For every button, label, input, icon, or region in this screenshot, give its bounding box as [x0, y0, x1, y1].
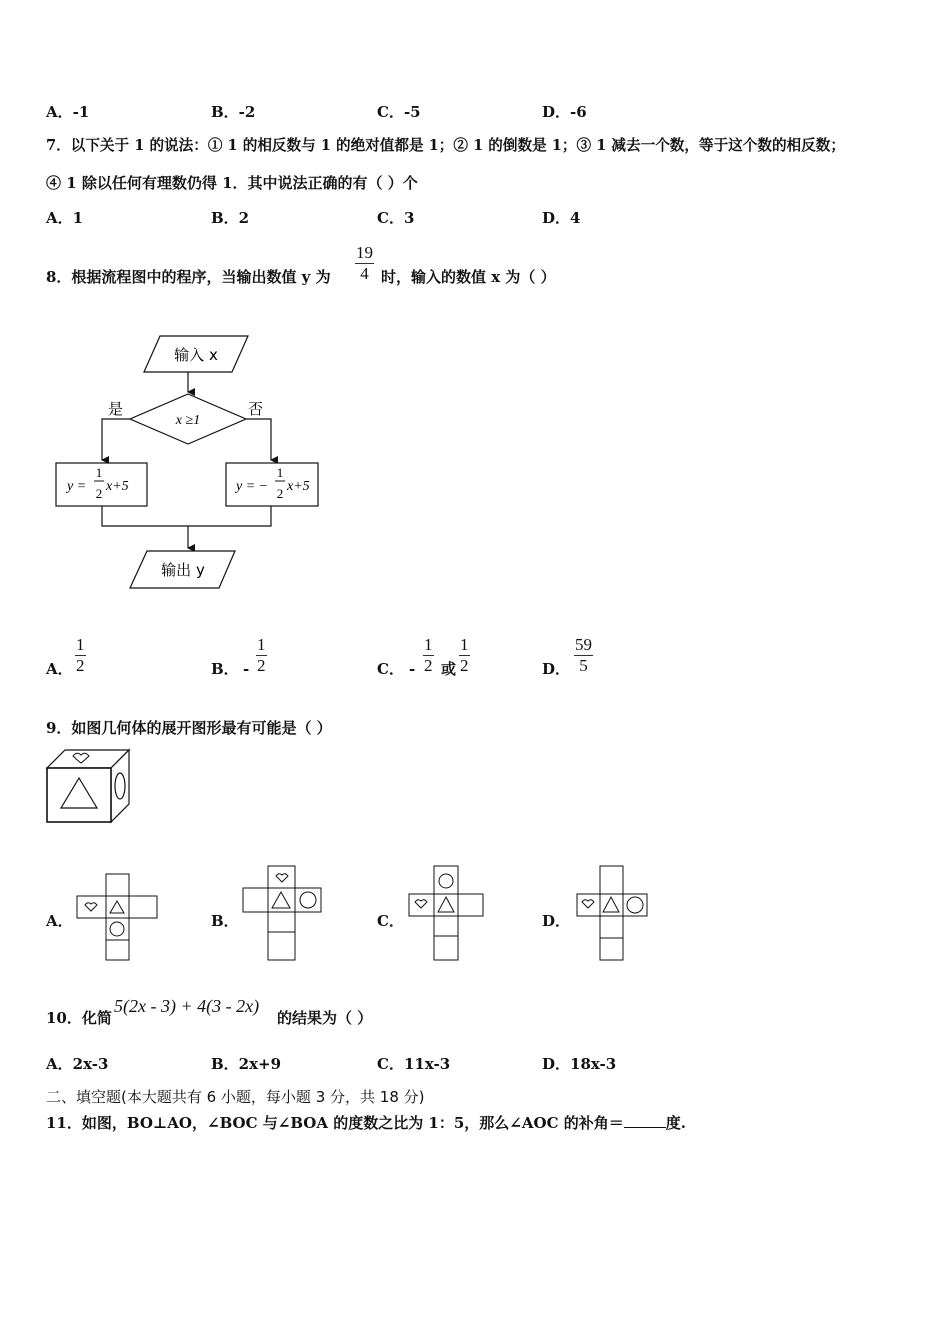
q10-expression: 5(2x - 3) + 4(3 - 2x) [114, 996, 260, 1016]
q10-option-b: B．2x+9 [211, 1055, 282, 1073]
q9-net-a [77, 874, 159, 962]
section-2-heading: 二、填空题(本大题共有 6 小题，每小题 3 分，共 18 分) [46, 1088, 425, 1106]
q6-option-c: C．-5 [377, 103, 421, 121]
q7-option-a: A．1 [46, 209, 84, 227]
q8-option-d-frac [574, 635, 593, 676]
q8-option-a-num: 1 [76, 635, 85, 654]
q8-option-a-label: A． [46, 660, 73, 678]
q11-after: 度. [665, 1114, 686, 1132]
q8-option-c-den1: 2 [424, 656, 433, 675]
q7-line1: 7．以下关于 1 的说法：① 1 的相反数与 1 的绝对值都是 1；② 1 的倒数是 1；③ 1 减去一个数，等于这个数的相反数； [46, 137, 845, 154]
q8-option-c-or: 或 [441, 660, 457, 678]
q8-option-c-den2: 2 [460, 656, 469, 675]
q7-option-c: C．3 [377, 209, 415, 227]
q7-option-b: B．2 [211, 209, 250, 227]
q7-line2: ④ 1 除以任何有理数仍得 1．其中说法正确的有（ ）个 [46, 174, 418, 192]
net-c-triangle-icon [438, 897, 454, 912]
net-c-circle-icon [439, 874, 453, 888]
q11-question: 11．如图，BO⊥AO，∠BOC 与∠BOA 的度数之比为 1：5，那么∠AOC 的补角＝ [46, 1114, 624, 1132]
q8-option-a-frac [75, 635, 86, 676]
flow-right-prefix: y = − [236, 479, 269, 494]
flowchart [50, 330, 370, 600]
q9-question-text: 9．如图几何体的展开图形最有可能是（ ） [46, 719, 332, 737]
q8-option-c-frac1 [423, 635, 434, 676]
flow-condition-label: x ≥1 [175, 413, 201, 428]
q8-fraction [355, 243, 374, 284]
q11-text [46, 1113, 686, 1132]
q9-option-c-label: C． [377, 912, 404, 930]
q8-question-text: 8．根据流程图中的程序，当输出数值 y 为 [46, 268, 331, 286]
flow-output-label: 输出 y [161, 561, 205, 579]
q6-option-d: D．-6 [542, 103, 587, 121]
q10-after: 的结果为（ ） [277, 1009, 373, 1027]
net-d-circle-icon [627, 897, 643, 913]
flow-left-den: 2 [95, 486, 103, 501]
q8-option-d-num: 59 [575, 635, 592, 654]
flow-left-suffix: x+5 [106, 479, 129, 494]
net-b-heart-icon [276, 874, 288, 882]
net-b-circle-icon [300, 892, 316, 908]
q8-fraction-den: 4 [360, 264, 369, 283]
q8-option-a-den: 2 [76, 656, 85, 675]
net-b-triangle-icon [272, 892, 290, 908]
q8-option-b-sign: - [243, 660, 250, 678]
q9-option-a-label: A． [46, 912, 73, 930]
q9-cube-figure [45, 748, 135, 828]
q8-option-b-den: 2 [257, 656, 266, 675]
q8-option-c-label: C． [377, 660, 404, 678]
flow-right-num: 1 [276, 465, 284, 480]
net-d-triangle-icon [603, 897, 619, 912]
q8-option-c-sign: - [409, 660, 416, 678]
net-d-heart-icon [582, 900, 594, 908]
q8-option-c-num2: 1 [460, 635, 469, 654]
flow-left-num: 1 [95, 465, 103, 480]
q9-net-c [409, 866, 491, 962]
q8-option-c-frac2 [459, 635, 470, 676]
net-c-heart-icon [415, 900, 427, 908]
q9-net-d [575, 866, 657, 962]
q9-net-b [243, 866, 325, 962]
flow-yes-label: 是 [108, 400, 124, 418]
q6-option-a: A．-1 [46, 103, 90, 121]
q8-option-b-frac [256, 635, 267, 676]
q8-option-b-label: B． [211, 660, 239, 678]
net-a-heart-icon [85, 903, 97, 911]
q7-option-d: D．4 [542, 209, 581, 227]
q10-option-d: D．18x-3 [542, 1055, 617, 1073]
q11-answer-blank[interactable] [624, 1113, 666, 1128]
q8-fraction-num: 19 [356, 243, 373, 262]
q10-option-a: A．2x-3 [46, 1055, 109, 1073]
flow-right-den: 2 [276, 486, 284, 501]
flow-no-label: 否 [248, 400, 264, 418]
q9-option-b-label: B． [211, 912, 239, 930]
q10-option-c: C．11x-3 [377, 1055, 451, 1073]
q8-question-tail: 时，输入的数值 x 为（ ） [381, 268, 556, 286]
net-a-triangle-icon [110, 901, 124, 913]
q10-label: 10．化简 [46, 1009, 112, 1027]
q8-option-d-den: 5 [579, 656, 588, 675]
net-a-circle-icon [110, 922, 124, 936]
q9-option-d-label: D． [542, 912, 571, 930]
q8-option-b-num: 1 [257, 635, 266, 654]
q8-option-c-num1: 1 [424, 635, 433, 654]
flow-left-prefix: y = [67, 479, 87, 494]
flow-right-suffix: x+5 [287, 479, 310, 494]
q6-option-b: B．-2 [211, 103, 256, 121]
flow-input-label: 输入 x [174, 346, 218, 364]
q8-option-d-label: D． [542, 660, 571, 678]
